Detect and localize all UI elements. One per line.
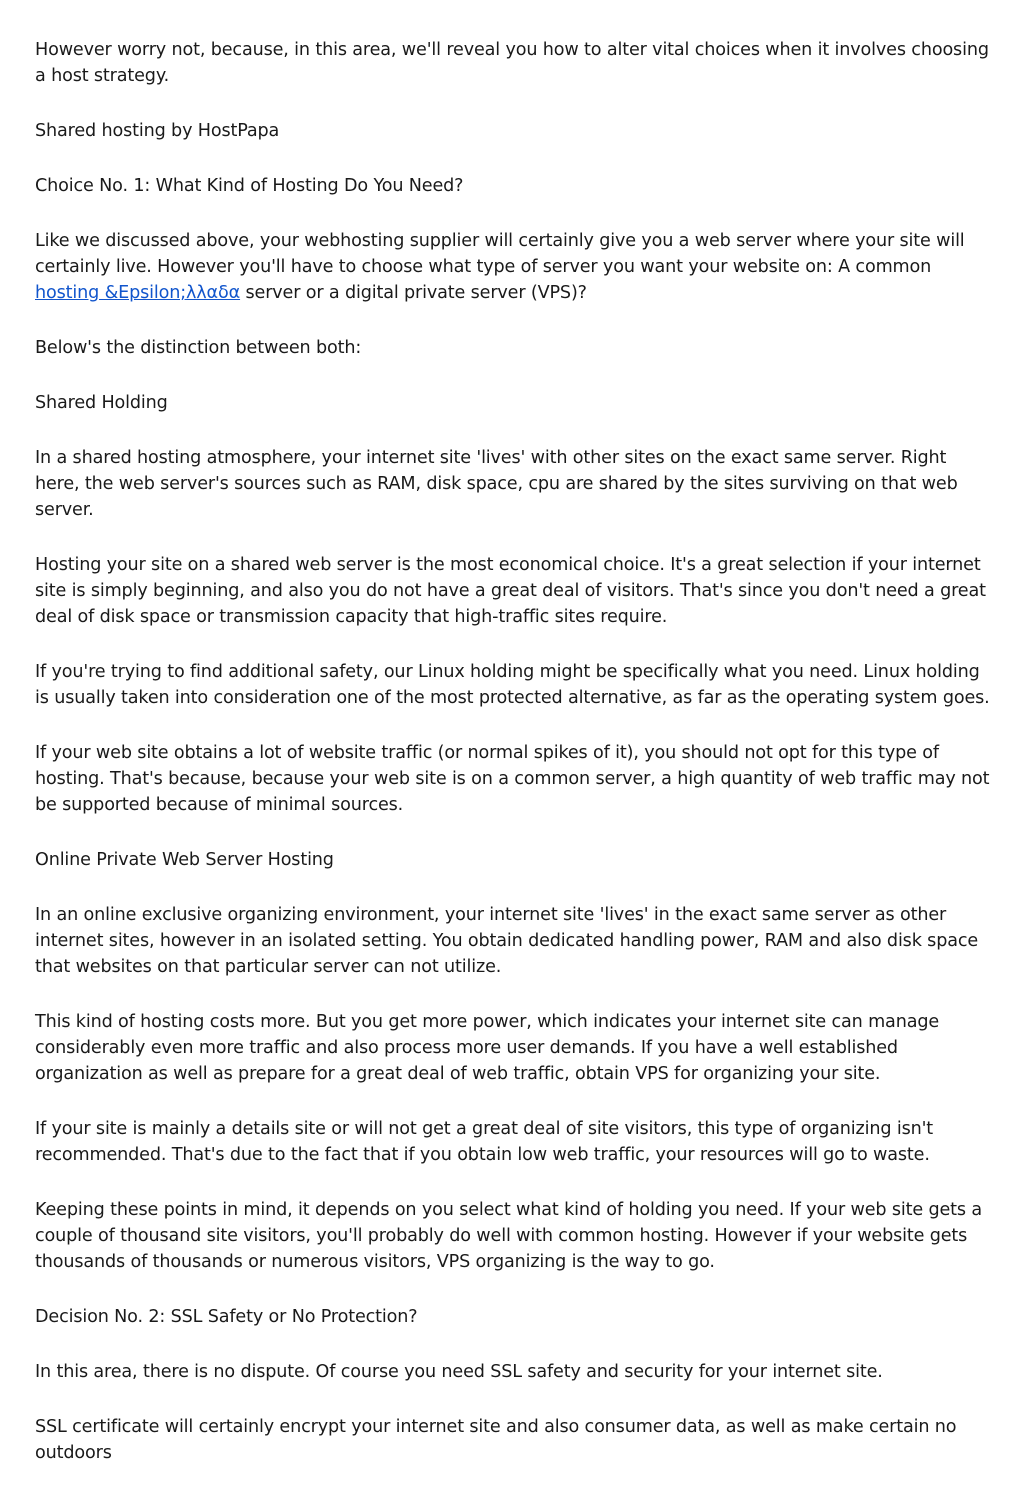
vps-heading: Online Private Web Server Hosting (35, 850, 334, 870)
shared-paragraph-3: If you're trying to find additional safety, our Linux holding might be specifically what you need. Linux holding is usually taken into consideration one of the most protected alternative, as far as the operating system goes. (35, 662, 990, 708)
decision2-heading: Decision No. 2: SSL Safety or No Protection? (35, 1307, 418, 1327)
choice1-paragraph (35, 228, 995, 306)
vps-paragraph-2: This kind of hosting costs more. But you get more power, which indicates your internet site can manage considerably even more traffic and also process more user demands. If you have a well established organization as well as prepare for a great deal of web traffic, obtain VPS for organizing your site. (35, 1012, 940, 1084)
keeping-paragraph: Keeping these points in mind, it depends on you select what kind of holding you need. If your web site gets a couple of thousand site visitors, you'll probably do well with common hosting. However if your website gets thousands of thousands or numerous visitors, VPS organizing is the way to go. (35, 1200, 983, 1272)
shared-holding-heading: Shared Holding (35, 393, 168, 413)
intro-paragraph: However worry not, because, in this area, we'll reveal you how to alter vital choices when it involves choosing a host strategy. (35, 40, 989, 86)
vps-paragraph-1: In an online exclusive organizing environment, your internet site 'lives' in the exact same server as other internet sites, however in an isolated setting. You obtain dedicated handling power, RAM and also disk space that websites on that particular server can not utilize. (35, 905, 979, 977)
distinction-line: Below's the distinction between both: (35, 338, 362, 358)
vps-paragraph-3: If your site is mainly a details site or will not get a great deal of site visitors, this type of organizing isn't recommended. That's due to the fact that if you obtain low web traffic, your resources will go to waste. (35, 1119, 934, 1165)
document-body (35, 37, 995, 1495)
shared-paragraph-1: In a shared hosting atmosphere, your internet site 'lives' with other sites on the exact same server. Right here, the web server's sources such as RAM, disk space, cpu are shared by the sites surviving on that web server. (35, 448, 958, 520)
shared-paragraph-4: If your web site obtains a lot of website traffic (or normal spikes of it), you should not opt for this type of hosting. That's because, because your web site is on a common server, a high quantity of web traffic may not be supported because of minimal sources. (35, 743, 990, 815)
choice1-heading: Choice No. 1: What Kind of Hosting Do You Need? (35, 176, 464, 196)
hosting-link[interactable]: hosting &Epsilon;λλαδα (35, 283, 241, 303)
decision2-paragraph-2: SSL certificate will certainly encrypt your internet site and also consumer data, as well as make certain no outdoors (35, 1417, 957, 1463)
choice1-text-before-link: Like we discussed above, your webhosting supplier will certainly give you a web server where your site will certainly live. However you'll have to choose what type of server you want your website on: A common (35, 231, 965, 277)
choice1-text-after-link: server or a digital private server (VPS)? (240, 283, 587, 303)
shared-paragraph-2: Hosting your site on a shared web server is the most economical choice. It's a great selection if your internet site is simply beginning, and also you do not have a great deal of visitors. That's since you don't need a great deal of disk space or transmission capacity that high-traffic sites require. (35, 555, 986, 627)
shared-hosting-by-line: Shared hosting by HostPapa (35, 121, 280, 141)
decision2-paragraph-1: In this area, there is no dispute. Of course you need SSL safety and security for your internet site. (35, 1362, 883, 1382)
